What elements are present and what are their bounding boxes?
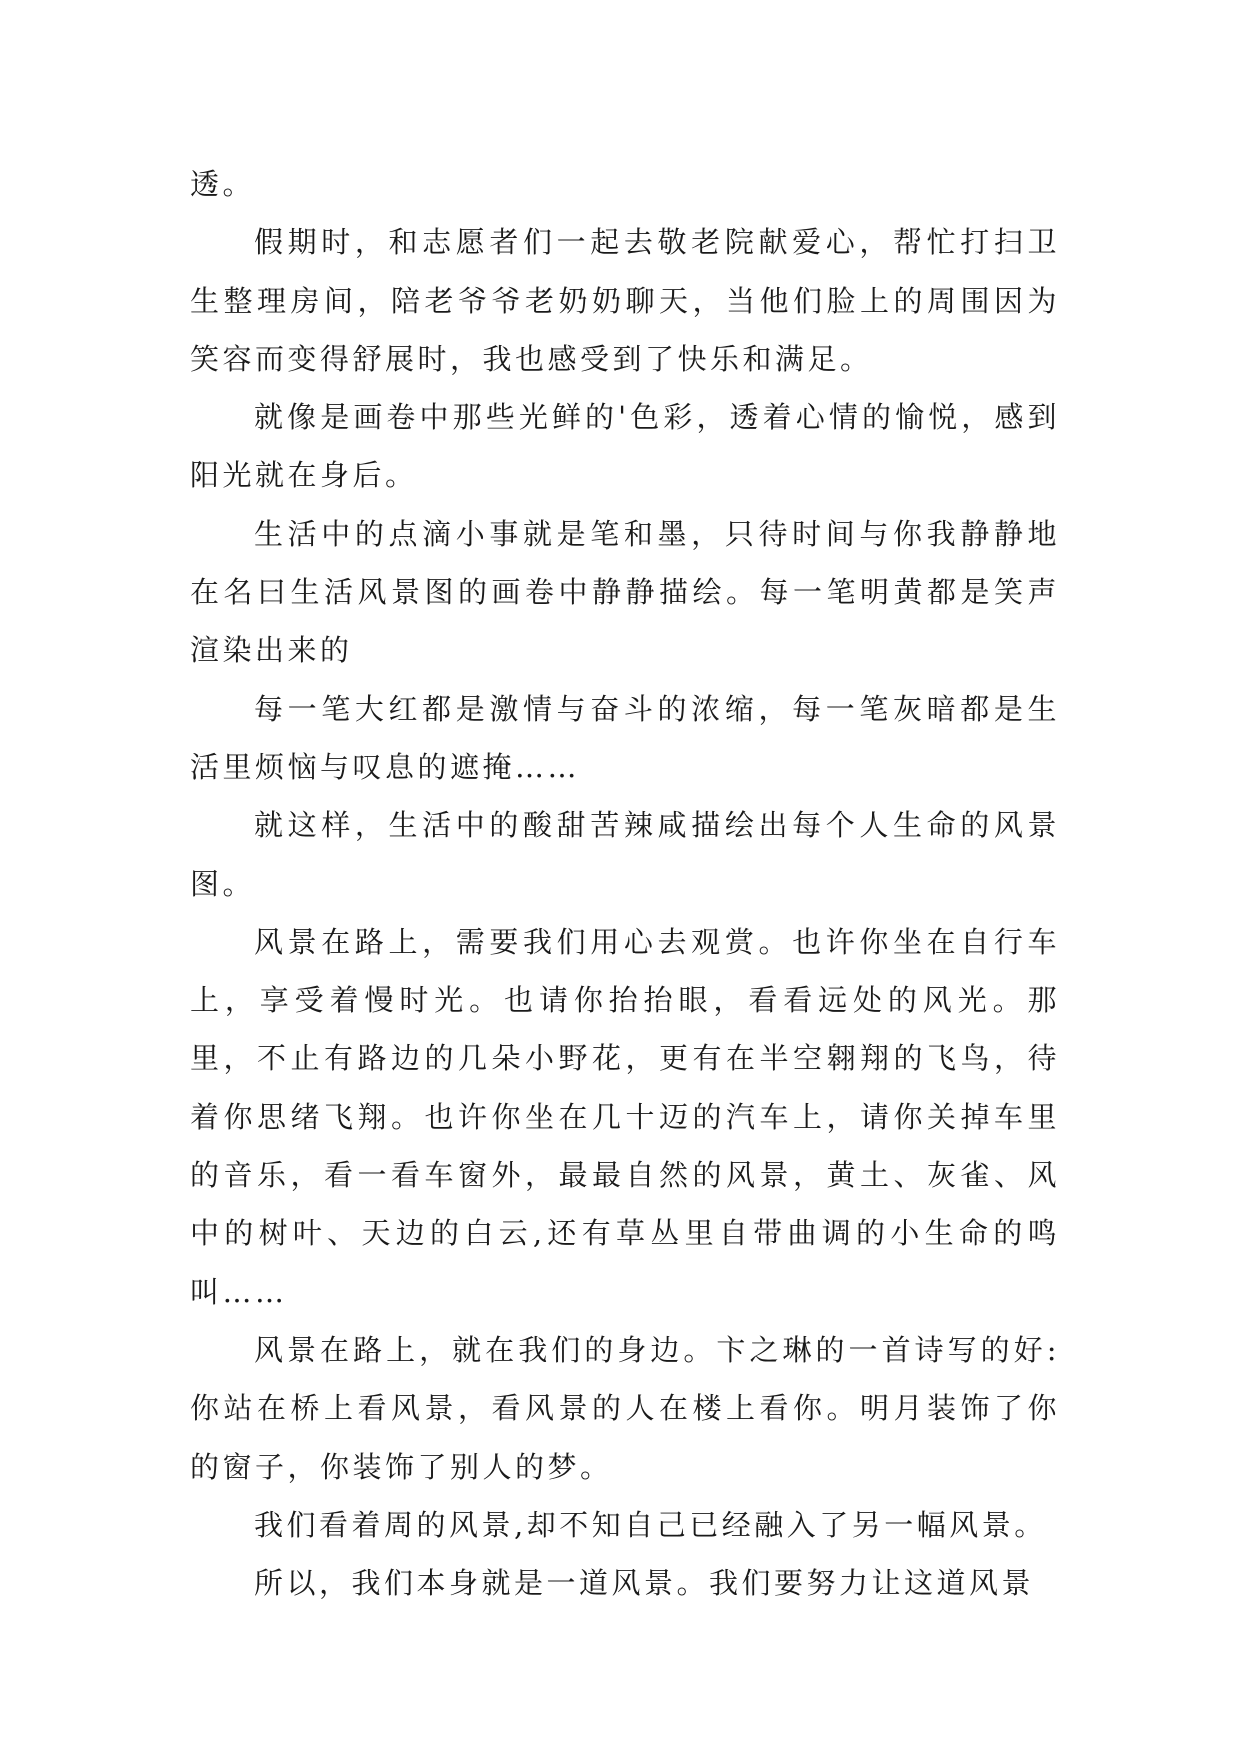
paragraph-7: 风景在路上，需要我们用心去观赏。也许你坐在自行车上，享受着慢时光。也请你抬抬眼，看看远处的风光。那里，不止有路边的几朵小野花，更有在半空翱翔的飞鸟，待着你思绪飞翔。也许你坐在几十迈的汽车上，请你关掉车里的音乐，看一看车窗外，最最自然的风景，黄土、灰雀、风中的树叶、天边的白云,还有草丛里自带曲调的小生命的鸣叫…… (190, 924, 1060, 1309)
paragraph-3: 就像是画卷中那些光鲜的'色彩，透着心情的愉悦，感到阳光就在身后。 (190, 400, 1060, 493)
paragraph-8: 风景在路上，就在我们的身边。卞之琳的一首诗写的好:你站在桥上看风景，看风景的人在楼上看你。明月装饰了你的窗子，你装饰了别人的梦。 (190, 1332, 1060, 1484)
paragraph-5: 每一笔大红都是激情与奋斗的浓缩，每一笔灰暗都是生活里烦恼与叹息的遮掩…… (190, 691, 1060, 784)
paragraph-2: 假期时，和志愿者们一起去敬老院献爱心，帮忙打扫卫生整理房间，陪老爷爷老奶奶聊天，当他们脸上的周围因为笑容而变得舒展时，我也感受到了快乐和满足。 (190, 225, 1060, 376)
paragraph-9: 我们看着周的风景,却不知自己已经融入了另一幅风景。 (254, 1507, 1047, 1542)
document-body (190, 155, 1060, 1612)
paragraph-6: 就这样，生活中的酸甜苦辣咸描绘出每个人生命的风景图。 (190, 808, 1060, 901)
paragraph-10: 所以，我们本身就是一道风景。我们要努力让这道风景 (254, 1566, 1035, 1601)
paragraph-4: 生活中的点滴小事就是笔和墨，只待时间与你我静静地在名曰生活风景图的画卷中静静描绘。每一笔明黄都是笑声渲染出来的 (190, 516, 1060, 668)
paragraph-1: 透。 (190, 167, 256, 201)
